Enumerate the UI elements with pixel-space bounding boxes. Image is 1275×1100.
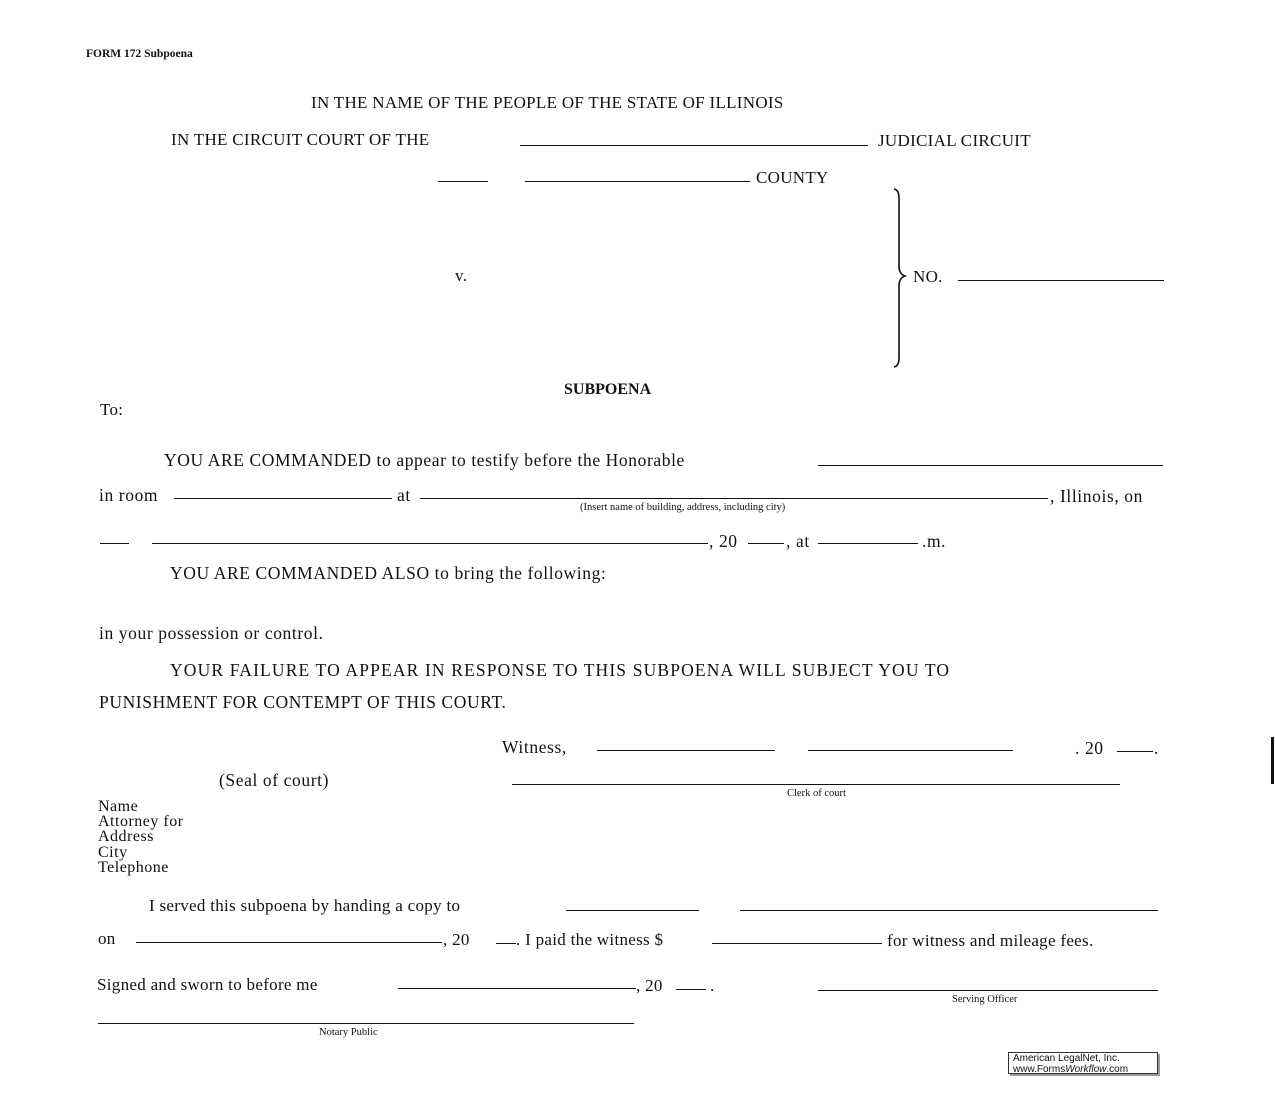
- case-number-label: NO.: [913, 267, 943, 286]
- building-hint: (Insert name of building, address, including city): [580, 502, 786, 513]
- sworn-year-field[interactable]: [676, 989, 706, 990]
- failure-warning-line2: PUNISHMENT FOR CONTEMPT OF THIS COURT.: [99, 692, 507, 712]
- sworn-end: .: [710, 976, 715, 995]
- witness-fee-field[interactable]: [712, 943, 882, 944]
- subpoena-title: SUBPOENA: [564, 381, 652, 398]
- room-field[interactable]: [174, 498, 392, 499]
- serving-officer-signature-field[interactable]: [818, 990, 1158, 991]
- served-date-field[interactable]: [136, 942, 442, 943]
- witness-label: Witness,: [502, 737, 567, 757]
- notary-public-label: Notary Public: [319, 1027, 378, 1038]
- form-id: FORM 172 Subpoena: [86, 48, 193, 60]
- command-appear-text: YOU ARE COMMANDED to appear to testify before the Honorable: [164, 450, 685, 470]
- witness-year-field[interactable]: [1117, 751, 1153, 752]
- time-suffix: .m.: [922, 531, 947, 551]
- seal-label: (Seal of court): [219, 770, 330, 790]
- date-field-day[interactable]: [100, 543, 129, 544]
- served-year-field[interactable]: [496, 943, 516, 944]
- date-year-field[interactable]: [748, 543, 784, 544]
- attorney-telephone-label: Telephone: [98, 858, 169, 876]
- caption-brace-icon: [893, 188, 907, 368]
- judicial-circuit-field[interactable]: [520, 145, 868, 146]
- case-number-field[interactable]: [958, 280, 1164, 281]
- clerk-label: Clerk of court: [787, 788, 846, 799]
- failure-warning-line1: YOUR FAILURE TO APPEAR IN RESPONSE TO THIS SUBPOENA WILL SUBJECT YOU TO: [170, 660, 951, 680]
- attorney-name-label: Name: [98, 798, 139, 815]
- witness-year-label: . 20: [1075, 738, 1104, 758]
- date-year-label: , 20: [709, 531, 738, 551]
- building-address-field[interactable]: [420, 498, 1048, 499]
- signed-sworn-text: Signed and sworn to before me: [97, 975, 318, 994]
- paid-witness-text: . I paid the witness $: [516, 930, 664, 949]
- command-bring-text: YOU ARE COMMANDED ALSO to bring the following:: [170, 563, 607, 583]
- attorney-for-label: Attorney for: [98, 813, 184, 831]
- served-text: I served this subpoena by handing a copy to: [149, 896, 461, 915]
- serving-officer-label: Serving Officer: [952, 994, 1018, 1005]
- judge-name-field[interactable]: [818, 465, 1163, 466]
- attorney-city-label: City: [98, 843, 128, 861]
- served-year-label: , 20: [443, 930, 470, 949]
- date-field[interactable]: [152, 543, 708, 544]
- scan-edge-mark: [1271, 737, 1274, 784]
- county-field-part1[interactable]: [438, 181, 488, 182]
- versus-label: v.: [455, 266, 468, 285]
- header-county-label: COUNTY: [756, 168, 829, 187]
- witness-end: .: [1154, 738, 1159, 758]
- header-judicial-circuit-label: JUDICIAL CIRCUIT: [878, 131, 1031, 150]
- header-state-line: IN THE NAME OF THE PEOPLE OF THE STATE OF ILLINOIS: [311, 93, 784, 112]
- at-label: at: [397, 485, 411, 505]
- served-person-field[interactable]: [566, 910, 699, 911]
- header-circuit-court-label: IN THE CIRCUIT COURT OF THE: [171, 130, 430, 149]
- witness-date-field[interactable]: [808, 750, 1013, 751]
- witness-name-field[interactable]: [597, 750, 775, 751]
- sworn-date-field[interactable]: [398, 988, 636, 989]
- notary-signature-field[interactable]: [98, 1023, 634, 1024]
- attorney-address-label: Address: [98, 828, 154, 846]
- to-label: To:: [100, 400, 124, 419]
- sworn-year-label: , 20: [636, 976, 663, 995]
- served-person-field-2[interactable]: [740, 910, 1158, 911]
- time-field[interactable]: [818, 543, 918, 544]
- possession-text: in your possession or control.: [99, 623, 324, 643]
- served-on-label: on: [98, 929, 116, 948]
- american-legalnet-logo: [1008, 1052, 1158, 1074]
- room-label: in room: [99, 485, 159, 505]
- illinois-on-label: , Illinois, on: [1050, 486, 1143, 506]
- date-at-label: , at: [786, 531, 810, 551]
- footer-url: www.FormsWorkflow.com: [1013, 1063, 1129, 1075]
- footer-company: American LegalNet, Inc.: [1013, 1053, 1120, 1064]
- fees-text: for witness and mileage fees.: [887, 931, 1094, 950]
- county-field[interactable]: [525, 181, 750, 182]
- clerk-signature-field[interactable]: [512, 784, 1120, 785]
- attorney-block: [98, 799, 184, 875]
